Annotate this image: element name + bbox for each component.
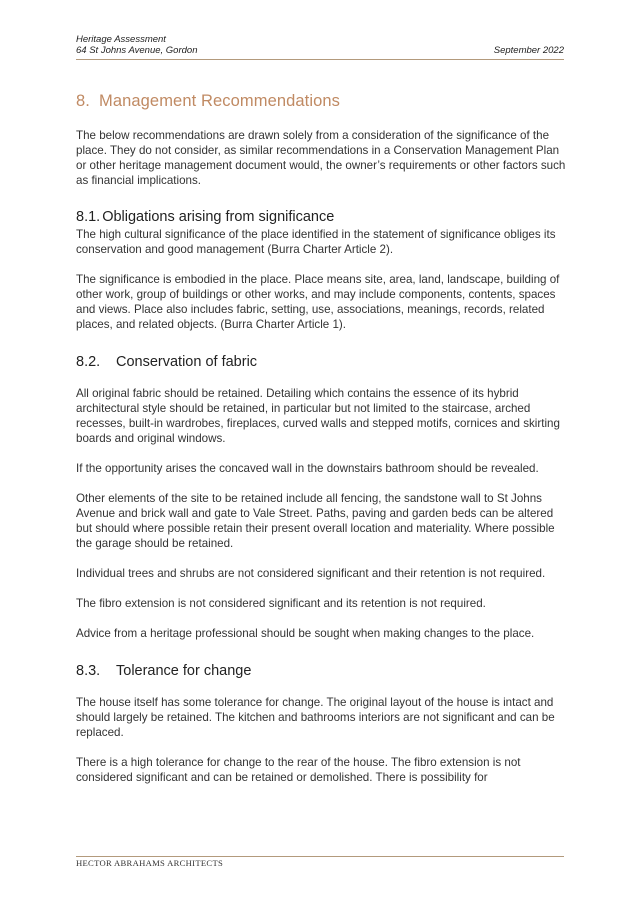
section-8-3-number: 8.3.	[76, 663, 101, 679]
paragraph: The significance is embodied in the place. Place means site, area, land, landscape, building of other work, group of buildings or other works, and may include components, contents, spaces and views. Place also includes fabric, setting, use, associations, meanings, records, related places, and related objects. (Burra Charter Article 1).	[76, 273, 560, 331]
paragraph: There is a high tolerance for change to the rear of the house. The fibro extension is not considered significant and can be retained or demolished. There is possibility for	[76, 756, 521, 784]
section-8-number: 8.	[76, 92, 90, 110]
paragraph: Advice from a heritage professional should be sought when making changes to the place.	[76, 627, 535, 640]
paragraph: Individual trees and shrubs are not considered significant and their retention is not required.	[76, 567, 546, 580]
section-8-2-title: Conservation of fabric	[116, 354, 258, 370]
document-date: September 2022	[493, 45, 564, 56]
paragraph: The high cultural significance of the place identified in the statement of significance obliges its conservation and good management (Burra Charter Article 2).	[76, 228, 556, 256]
section-8-heading	[76, 90, 566, 112]
section-8-1-number: 8.1.	[76, 209, 101, 225]
page-header	[76, 34, 564, 56]
section-8-3-title: Tolerance for change	[116, 663, 252, 679]
section-8-2-heading	[76, 352, 566, 372]
section-8-title: Management Recommendations	[98, 92, 341, 110]
section-8-intro: The below recommendations are drawn solely from a consideration of the significance of the place. They do not consider, as similar recommendations in a Conservation Management Plan or other heritage management document would, the owner’s requirements or other factors such as financial implications.	[76, 129, 566, 187]
section-8-3-heading	[76, 661, 566, 681]
footer-firm-name: HECTOR ABRAHAMS ARCHITECTS	[76, 858, 224, 868]
paragraph: All original fabric should be retained. Detailing which contains the essence of its hybrid architectural style should be retained, in particular but not limited to the staircase, arched recesses, built-in wardrobes, fireplaces, curved walls and stepped motifs, cornices and skirting boards and original windows.	[76, 387, 560, 445]
page-body	[76, 90, 566, 785]
paragraph: Other elements of the site to be retained include all fencing, the sandstone wall to St Johns Avenue and brick wall and gate to Vale Street. Paths, paving and garden beds can be altered but should where possible retain their present overall location and materiality. Where possible the garage should be retained.	[76, 492, 555, 550]
paragraph: The fibro extension is not considered significant and its retention is not required.	[76, 597, 486, 610]
section-8-1-heading	[76, 207, 566, 227]
header-divider	[76, 59, 564, 60]
paragraph: If the opportunity arises the concaved wall in the downstairs bathroom should be revealed.	[76, 462, 539, 475]
section-8-2-number: 8.2.	[76, 354, 101, 370]
property-address: 64 St Johns Avenue, Gordon	[76, 45, 198, 56]
paragraph: The house itself has some tolerance for change. The original layout of the house is intact and should largely be retained. The kitchen and bathrooms interiors are not significant and can be replaced.	[76, 696, 555, 739]
section-8-1-title: Obligations arising from significance	[102, 209, 335, 225]
document-title: Heritage Assessment	[76, 34, 166, 45]
footer-divider	[76, 856, 564, 857]
